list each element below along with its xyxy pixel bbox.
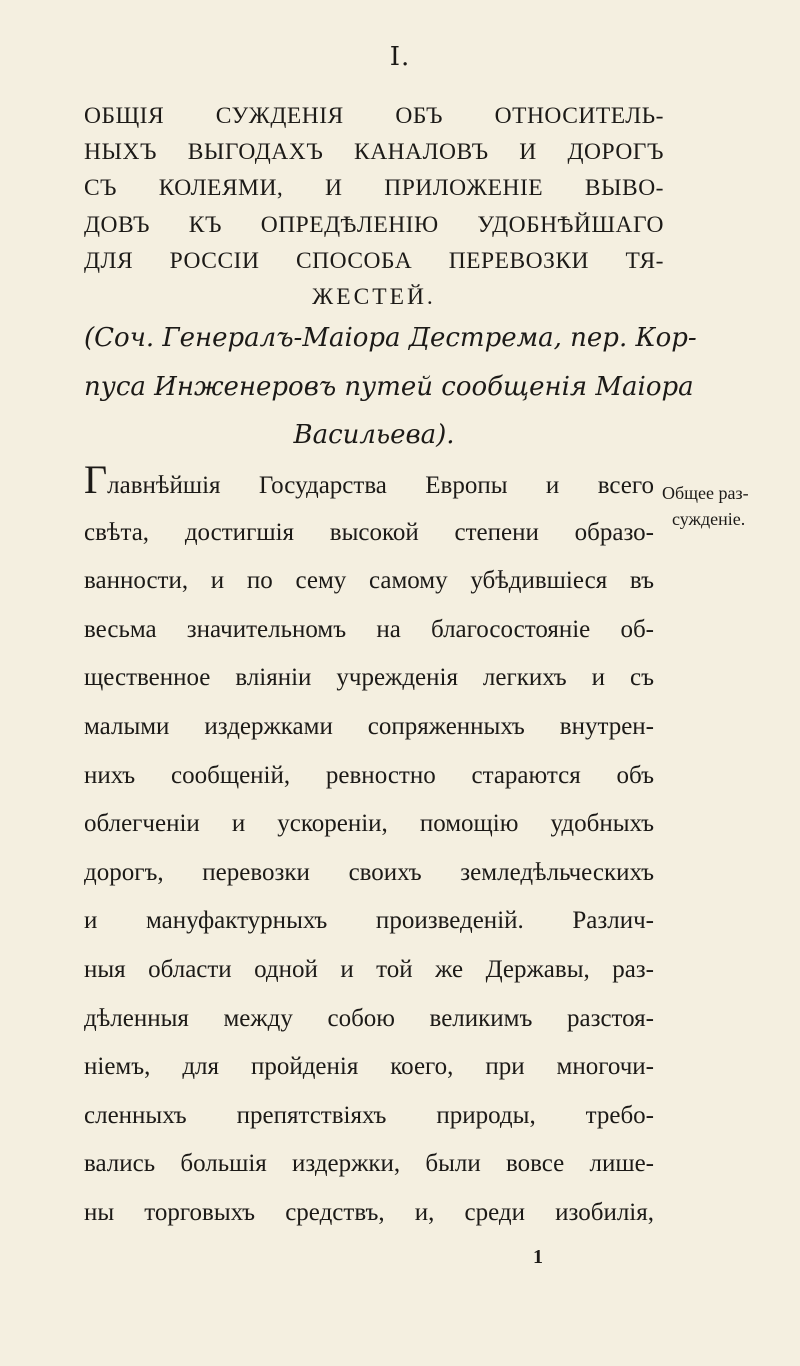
chapter-title — [84, 98, 664, 315]
title-line: ОБЩІЯ СУЖДЕНІЯ ОБЪ ОТНОСИТЕЛЬ- — [84, 103, 664, 129]
source-line: Васильева). — [293, 420, 455, 450]
section-number: I. — [389, 42, 411, 72]
body-line: ніемъ, для пройденія коего, при многочи- — [84, 1053, 654, 1081]
body-line: и мануфактурныхъ произведеній. Различ- — [84, 907, 654, 935]
source-attribution — [84, 314, 697, 460]
margin-note — [662, 480, 749, 532]
title-line: СЪ КОЛЕЯМИ, И ПРИЛОЖЕНІЕ ВЫВО- — [84, 175, 664, 202]
title-line: ДОВЪ КЪ ОПРЕДѢЛЕНІЮ УДОБНѢЙШАГО — [84, 211, 664, 238]
source-line: пуса Инженеровъ путей сообщенія Маіора — [84, 371, 694, 402]
body-line — [84, 457, 654, 509]
body-line: вались большія издержки, были вовсе лише- — [84, 1150, 654, 1178]
title-line: ДЛЯ РОССІИ СПОСОБА ПЕРЕВОЗКИ ТЯ- — [84, 247, 664, 274]
body-line: ны торговыхъ средствъ, и, среди изобилія, — [84, 1198, 654, 1226]
body-line: дѣленныя между собою великимъ разстоя- — [84, 1004, 654, 1032]
body-line: щественное вліяніи учрежденія легкихъ и съ — [84, 664, 654, 692]
body-line: ныя области одной и той же Державы, раз- — [84, 955, 654, 983]
body-line: свѣта, достигшія высокой степени образо- — [84, 518, 654, 546]
body-line: нихъ сообщеній, ревностно стараются объ — [84, 761, 654, 789]
body-line: облегченіи и ускореніи, помощію удобныхъ — [84, 810, 654, 838]
title-line: ЖЕСТЕЙ. — [312, 283, 436, 310]
margin-note-line: Общее раз- — [662, 483, 749, 503]
margin-note-line: сужденіе. — [672, 509, 746, 529]
body-line-text: лавнѣйшія Государства Европы и всего — [107, 472, 654, 499]
signature-mark: 1 — [533, 1246, 543, 1268]
body-line: малыми издержками сопряженныхъ внутрен- — [84, 712, 654, 740]
title-line: НЫХЪ ВЫГОДАХЪ КАНАЛОВЪ И ДОРОГЪ — [84, 139, 664, 166]
source-line: (Соч. Генералъ-Маіора Дестрема, пер. Кор- — [84, 323, 697, 353]
body-line: дорогъ, перевозки своихъ земледѣльческихъ — [84, 858, 654, 886]
body-line: ванности, и по сему самому убѣдившіеся въ — [84, 567, 654, 595]
drop-cap: Г — [84, 457, 108, 502]
body-line: весьма значительномъ на благосостояніе об- — [84, 615, 654, 643]
body-paragraph — [84, 457, 654, 1238]
body-line: сленныхъ препятствіяхъ природы, требо- — [84, 1101, 654, 1129]
